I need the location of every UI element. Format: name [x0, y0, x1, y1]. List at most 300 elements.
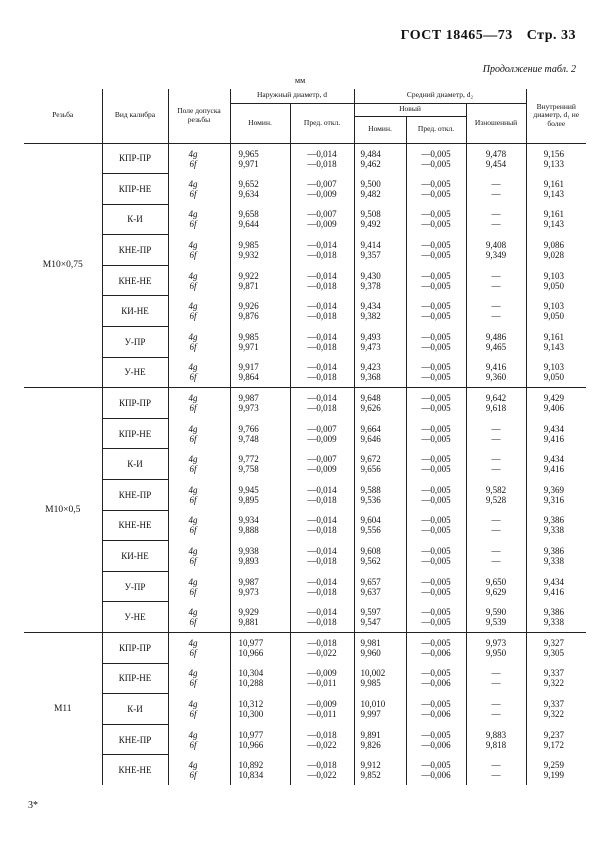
cell-outer-nominal — [230, 235, 290, 266]
cell-value: 10,010 — [360, 698, 386, 709]
cell-gauge: КНЕ-НЕ — [102, 510, 168, 541]
cell-value: 9,973 — [238, 403, 259, 414]
cell-gauge: КПР-ПР — [102, 143, 168, 174]
cell-minor-diameter — [526, 724, 586, 755]
cell-value: —0,018 — [307, 616, 337, 627]
cell-value: 9,322 — [543, 678, 565, 689]
cell-gauge: К-И — [102, 449, 168, 480]
cell-value: —0,009 — [307, 464, 337, 475]
cell-value: —0,018 — [307, 586, 337, 597]
table-row — [24, 296, 586, 327]
table-row — [24, 418, 586, 449]
cell-tolerance — [168, 480, 230, 511]
cell-value: 9,103 — [543, 362, 565, 373]
cell-pitch-nominal — [354, 388, 406, 419]
cell-worn — [466, 694, 526, 725]
cell-outer-nominal — [230, 449, 290, 480]
cell-value: —0,005 — [421, 464, 451, 475]
cell-gauge: У-ПР — [102, 571, 168, 602]
cell-pitch-deviation — [406, 388, 466, 419]
cell-value: 9,337 — [543, 668, 565, 679]
cell-value: 9,508 — [360, 209, 381, 220]
cell-value: 9,950 — [485, 648, 507, 659]
cell-value: 9,981 — [360, 638, 381, 649]
cell-value: 9,050 — [543, 280, 565, 291]
cell-value: —0,014 — [307, 362, 337, 373]
table-row — [24, 357, 586, 388]
cell-value: 9,536 — [360, 494, 381, 505]
cell-tolerance — [168, 663, 230, 694]
cell-value: 9,050 — [543, 372, 565, 383]
cell-value: —0,005 — [421, 638, 451, 649]
cell-outer-nominal — [230, 143, 290, 174]
cell-value: 9,465 — [485, 341, 507, 352]
cell-value: 9,960 — [360, 648, 381, 659]
cell-outer-deviation — [290, 541, 354, 572]
cell-value: —0,014 — [307, 301, 337, 312]
cell-value: — — [491, 668, 501, 679]
cell-pitch-deviation — [406, 510, 466, 541]
cell-outer-nominal — [230, 663, 290, 694]
cell-value: 9,871 — [238, 280, 259, 291]
cell-value: —0,014 — [307, 576, 337, 587]
cell-tolerance — [168, 571, 230, 602]
cell-value: 9,434 — [543, 454, 565, 465]
cell-value: 4g — [188, 209, 198, 220]
cell-outer-nominal — [230, 388, 290, 419]
cell-value: 9,133 — [543, 158, 565, 169]
cell-value: 9,626 — [360, 403, 381, 414]
cell-gauge: К-И — [102, 204, 168, 235]
cell-gauge: КИ-НЕ — [102, 296, 168, 327]
cell-outer-nominal — [230, 541, 290, 572]
cell-value: —0,007 — [307, 178, 337, 189]
cell-value: 9,414 — [360, 240, 381, 251]
cell-value: 6f — [189, 311, 197, 322]
table-row — [24, 633, 586, 664]
cell-value: 10,834 — [238, 770, 264, 781]
cell-worn — [466, 357, 526, 388]
cell-value: 9,416 — [485, 362, 507, 373]
cell-minor-diameter — [526, 265, 586, 296]
cell-tolerance — [168, 755, 230, 786]
cell-value: 9,478 — [485, 148, 507, 159]
cell-worn — [466, 480, 526, 511]
cell-value: 6f — [189, 648, 197, 659]
cell-value: 9,337 — [543, 698, 565, 709]
cell-outer-nominal — [230, 724, 290, 755]
cell-pitch-nominal — [354, 265, 406, 296]
cell-value: 9,987 — [238, 393, 259, 404]
cell-pitch-nominal — [354, 602, 406, 633]
cell-value: 9,864 — [238, 372, 259, 383]
cell-outer-deviation — [290, 449, 354, 480]
cell-value: 9,103 — [543, 270, 565, 281]
cell-value: 9,086 — [543, 240, 565, 251]
cell-value: 9,028 — [543, 250, 565, 261]
cell-value: 10,304 — [238, 668, 264, 679]
cell-value: 9,386 — [543, 606, 565, 617]
cell-pitch-nominal — [354, 510, 406, 541]
cell-value: 6f — [189, 403, 197, 414]
cell-outer-nominal — [230, 480, 290, 511]
cell-pitch-deviation — [406, 541, 466, 572]
table-row — [24, 388, 586, 419]
cell-value: 9,987 — [238, 576, 259, 587]
cell-value: 6f — [189, 739, 197, 750]
cell-value: 9,528 — [485, 494, 507, 505]
cell-value: 9,985 — [360, 678, 381, 689]
cell-pitch-deviation — [406, 755, 466, 786]
cell-value: 9,360 — [485, 372, 507, 383]
col-pitch-diameter: Средний диаметр, d₂ — [354, 89, 526, 103]
cell-value: 9,199 — [543, 770, 565, 781]
cell-value: 9,664 — [360, 423, 381, 434]
cell-pitch-nominal — [354, 480, 406, 511]
page-number: 3* — [28, 800, 38, 811]
cell-minor-diameter — [526, 327, 586, 358]
cell-value: —0,009 — [307, 219, 337, 230]
cell-minor-diameter — [526, 204, 586, 235]
cell-value: —0,014 — [307, 393, 337, 404]
cell-value: 6f — [189, 525, 197, 536]
cell-outer-deviation — [290, 571, 354, 602]
cell-value: —0,005 — [421, 668, 451, 679]
cell-worn — [466, 418, 526, 449]
cell-value: —0,005 — [421, 393, 451, 404]
cell-pitch-nominal — [354, 633, 406, 664]
table-row — [24, 724, 586, 755]
cell-value: —0,005 — [421, 250, 451, 261]
table-row — [24, 510, 586, 541]
cell-value: 6f — [189, 678, 197, 689]
cell-value: 6f — [189, 586, 197, 597]
cell-tolerance — [168, 296, 230, 327]
cell-value: —0,009 — [307, 188, 337, 199]
cell-gauge: КПР-ПР — [102, 633, 168, 664]
cell-value: 9,369 — [543, 484, 565, 495]
cell-value: 9,766 — [238, 423, 259, 434]
cell-value: 9,259 — [543, 760, 565, 771]
cell-value: 9,161 — [543, 331, 565, 342]
cell-value: —0,005 — [421, 209, 451, 220]
cell-pitch-nominal — [354, 174, 406, 205]
cell-value: —0,005 — [421, 546, 451, 557]
cell-value: —0,018 — [307, 372, 337, 383]
table-row — [24, 174, 586, 205]
units-label: мм — [295, 76, 306, 85]
cell-outer-deviation — [290, 174, 354, 205]
cell-value: 9,748 — [238, 433, 259, 444]
cell-worn — [466, 204, 526, 235]
cell-pitch-deviation — [406, 357, 466, 388]
cell-value: — — [491, 454, 501, 465]
cell-worn — [466, 449, 526, 480]
cell-outer-nominal — [230, 357, 290, 388]
cell-value: 9,482 — [360, 188, 381, 199]
cell-outer-deviation — [290, 510, 354, 541]
cell-value: — — [491, 219, 501, 230]
cell-value: —0,006 — [421, 770, 451, 781]
cell-value: 9,050 — [543, 311, 565, 322]
cell-value: 9,423 — [360, 362, 381, 373]
cell-value: 9,971 — [238, 341, 259, 352]
cell-minor-diameter — [526, 296, 586, 327]
cell-value: 9,965 — [238, 148, 259, 159]
cell-value: —0,006 — [421, 708, 451, 719]
cell-value: 9,172 — [543, 739, 565, 750]
cell-value: —0,018 — [307, 494, 337, 505]
cell-pitch-nominal — [354, 296, 406, 327]
cell-gauge: КНЕ-НЕ — [102, 755, 168, 786]
cell-outer-deviation — [290, 327, 354, 358]
cell-value: —0,014 — [307, 606, 337, 617]
cell-value: —0,022 — [307, 648, 337, 659]
cell-outer-deviation — [290, 755, 354, 786]
cell-pitch-nominal — [354, 663, 406, 694]
cell-value: 9,473 — [360, 341, 381, 352]
cell-value: —0,005 — [421, 423, 451, 434]
cell-pitch-nominal — [354, 571, 406, 602]
cell-value: — — [491, 708, 501, 719]
cell-value: 9,484 — [360, 148, 381, 159]
cell-pitch-nominal — [354, 724, 406, 755]
cell-worn — [466, 235, 526, 266]
cell-value: —0,005 — [421, 616, 451, 627]
cell-value: 9,938 — [238, 546, 259, 557]
cell-value: —0,005 — [421, 148, 451, 159]
continuation-note: Продолжение табл. 2 — [482, 64, 576, 75]
cell-value: —0,014 — [307, 546, 337, 557]
cell-value: 9,881 — [238, 616, 259, 627]
cell-value: 4g — [188, 576, 198, 587]
col-outer-nominal: Номин. — [230, 103, 290, 143]
cell-outer-nominal — [230, 204, 290, 235]
cell-value: —0,018 — [307, 341, 337, 352]
cell-value: 9,912 — [360, 760, 381, 771]
cell-minor-diameter — [526, 602, 586, 633]
cell-tolerance — [168, 174, 230, 205]
cell-value: —0,005 — [421, 372, 451, 383]
cell-outer-nominal — [230, 265, 290, 296]
cell-value: — — [491, 698, 501, 709]
cell-value: 9,492 — [360, 219, 381, 230]
cell-value: 10,300 — [238, 708, 264, 719]
cell-pitch-deviation — [406, 418, 466, 449]
cell-value: 9,429 — [543, 393, 565, 404]
cell-tolerance — [168, 143, 230, 174]
cell-value: 10,966 — [238, 739, 264, 750]
cell-minor-diameter — [526, 143, 586, 174]
cell-value: 9,486 — [485, 331, 507, 342]
cell-outer-deviation — [290, 633, 354, 664]
cell-value: —0,005 — [421, 311, 451, 322]
cell-value: —0,006 — [421, 739, 451, 750]
cell-value: 9,997 — [360, 708, 381, 719]
col-outer-deviation: Пред. откл. — [290, 103, 354, 143]
cell-value: 10,892 — [238, 760, 264, 771]
cell-value: — — [491, 270, 501, 281]
cell-pitch-deviation — [406, 694, 466, 725]
cell-value: —0,018 — [307, 280, 337, 291]
cell-value: —0,018 — [307, 556, 337, 567]
cell-worn — [466, 510, 526, 541]
cell-value: —0,005 — [421, 729, 451, 740]
cell-value: 4g — [188, 423, 198, 434]
cell-value: —0,009 — [307, 698, 337, 709]
cell-value: 9,772 — [238, 454, 259, 465]
cell-value: —0,005 — [421, 515, 451, 526]
cell-value: 9,338 — [543, 556, 565, 567]
cell-value: —0,005 — [421, 341, 451, 352]
cell-value: —0,005 — [421, 556, 451, 567]
cell-worn — [466, 174, 526, 205]
cell-value: 9,556 — [360, 525, 381, 536]
cell-outer-deviation — [290, 480, 354, 511]
cell-pitch-deviation — [406, 724, 466, 755]
cell-outer-nominal — [230, 418, 290, 449]
cell-value: 10,002 — [360, 668, 386, 679]
table-row — [24, 449, 586, 480]
cell-value: 9,657 — [360, 576, 381, 587]
cell-outer-nominal — [230, 571, 290, 602]
cell-gauge: КНЕ-ПР — [102, 235, 168, 266]
cell-value: — — [491, 678, 501, 689]
cell-value: —0,022 — [307, 739, 337, 750]
cell-value: 9,416 — [543, 586, 565, 597]
cell-value: —0,014 — [307, 240, 337, 251]
cell-value: 4g — [188, 638, 198, 649]
cell-value: —0,005 — [421, 760, 451, 771]
table-row — [24, 541, 586, 572]
cell-value: 6f — [189, 280, 197, 291]
cell-worn — [466, 755, 526, 786]
cell-pitch-nominal — [354, 357, 406, 388]
cell-value: —0,005 — [421, 586, 451, 597]
cell-value: 9,434 — [360, 301, 381, 312]
cell-value: — — [491, 301, 501, 312]
table-row — [24, 571, 586, 602]
cell-tolerance — [168, 541, 230, 572]
cell-worn — [466, 265, 526, 296]
cell-value: —0,007 — [307, 423, 337, 434]
cell-minor-diameter — [526, 694, 586, 725]
cell-worn — [466, 296, 526, 327]
cell-value: 6f — [189, 188, 197, 199]
cell-thread: M10×0,75 — [24, 143, 102, 388]
cell-outer-deviation — [290, 663, 354, 694]
cell-tolerance — [168, 357, 230, 388]
cell-value: 9,327 — [543, 638, 565, 649]
cell-value: —0,018 — [307, 158, 337, 169]
cell-value: —0,018 — [307, 638, 337, 649]
cell-value: —0,006 — [421, 678, 451, 689]
cell-value: 9,378 — [360, 280, 381, 291]
cell-pitch-deviation — [406, 235, 466, 266]
cell-value: —0,009 — [307, 668, 337, 679]
cell-value: —0,009 — [307, 433, 337, 444]
cell-value: 9,237 — [543, 729, 565, 740]
cell-value: 6f — [189, 341, 197, 352]
cell-value: 9,634 — [238, 188, 259, 199]
cell-worn — [466, 541, 526, 572]
cell-value: 6f — [189, 464, 197, 475]
cell-value: —0,018 — [307, 403, 337, 414]
cell-value: —0,005 — [421, 454, 451, 465]
cell-worn — [466, 724, 526, 755]
cell-value: 9,818 — [485, 739, 507, 750]
cell-value: 9,929 — [238, 606, 259, 617]
cell-value: — — [491, 556, 501, 567]
cell-value: 9,590 — [485, 606, 507, 617]
cell-worn — [466, 327, 526, 358]
cell-pitch-deviation — [406, 204, 466, 235]
cell-value: — — [491, 280, 501, 291]
cell-value: 9,934 — [238, 515, 259, 526]
cell-value: —0,005 — [421, 433, 451, 444]
cell-pitch-deviation — [406, 327, 466, 358]
table-row — [24, 143, 586, 174]
cell-worn — [466, 602, 526, 633]
cell-outer-deviation — [290, 724, 354, 755]
cell-outer-nominal — [230, 633, 290, 664]
thread-gauge-table — [24, 89, 586, 785]
cell-value: 9,338 — [543, 616, 565, 627]
cell-worn — [466, 633, 526, 664]
cell-value: 9,932 — [238, 250, 259, 261]
cell-value: 4g — [188, 178, 198, 189]
cell-value: — — [491, 209, 501, 220]
cell-outer-deviation — [290, 602, 354, 633]
cell-value: 10,966 — [238, 648, 264, 659]
cell-tolerance — [168, 388, 230, 419]
col-pitch-deviation: Пред. откл. — [406, 116, 466, 143]
cell-value: 9,539 — [485, 616, 507, 627]
cell-thread: M10×0,5 — [24, 388, 102, 633]
table-row — [24, 755, 586, 786]
cell-value: 9,971 — [238, 158, 259, 169]
cell-value: — — [491, 515, 501, 526]
col-pitch-nominal: Номин. — [354, 116, 406, 143]
cell-outer-nominal — [230, 296, 290, 327]
cell-value: 9,852 — [360, 770, 381, 781]
cell-value: —0,005 — [421, 270, 451, 281]
cell-tolerance — [168, 724, 230, 755]
cell-pitch-nominal — [354, 449, 406, 480]
cell-minor-diameter — [526, 235, 586, 266]
cell-value: —0,014 — [307, 148, 337, 159]
cell-minor-diameter — [526, 449, 586, 480]
cell-value: 9,406 — [543, 403, 565, 414]
cell-value: 9,103 — [543, 301, 565, 312]
cell-minor-diameter — [526, 388, 586, 419]
cell-value: —0,018 — [307, 760, 337, 771]
cell-value: —0,005 — [421, 240, 451, 251]
cell-value: 4g — [188, 393, 198, 404]
cell-minor-diameter — [526, 510, 586, 541]
cell-value: 9,629 — [485, 586, 507, 597]
cell-minor-diameter — [526, 663, 586, 694]
cell-value: 9,161 — [543, 178, 565, 189]
cell-gauge: КПР-НЕ — [102, 663, 168, 694]
cell-value: —0,014 — [307, 270, 337, 281]
cell-value: 9,322 — [543, 708, 565, 719]
cell-value: —0,005 — [421, 576, 451, 587]
cell-value: 9,161 — [543, 209, 565, 220]
cell-value: 9,893 — [238, 556, 259, 567]
table-row — [24, 235, 586, 266]
cell-outer-nominal — [230, 174, 290, 205]
